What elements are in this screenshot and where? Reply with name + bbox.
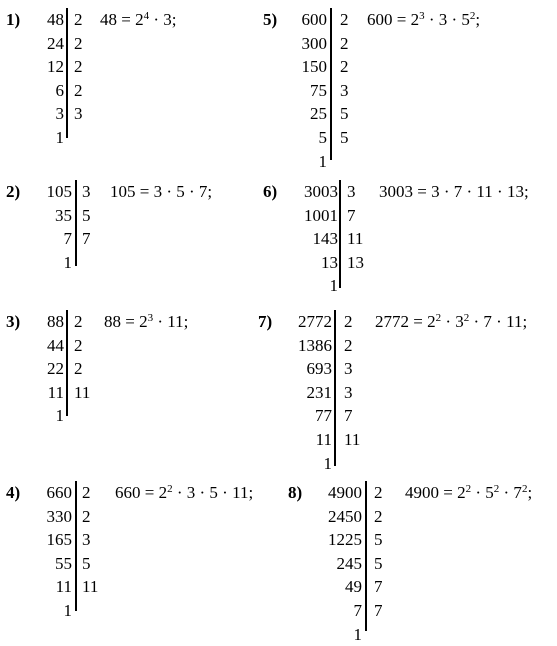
divisor: 3 — [82, 182, 91, 201]
quotient-column — [280, 310, 332, 475]
divisor: 7 — [344, 406, 353, 426]
quotient: 600 — [301, 10, 327, 29]
quotient: 105 — [46, 182, 72, 201]
divisor-column — [82, 481, 98, 599]
quotient-column — [285, 180, 338, 298]
quotient: 3003 — [304, 182, 338, 201]
divisor: 13 — [347, 252, 364, 272]
division-line — [75, 180, 77, 266]
quotient: 4900 — [328, 483, 362, 502]
quotient: 55 — [55, 553, 72, 573]
divisor: 11 — [347, 229, 364, 249]
quotient: 35 — [55, 205, 72, 225]
divisor-column — [374, 481, 383, 623]
divisor-column — [82, 180, 91, 251]
quotient: 11 — [315, 429, 332, 449]
divisor: 2 — [74, 335, 83, 355]
factorization-formula: $600 = 2^3 \cdot 3 \cdot 5^2$; — [367, 10, 481, 29]
divisor: 3 — [347, 182, 356, 201]
quotient: 330 — [46, 506, 72, 526]
divisor: 3 — [340, 80, 349, 100]
divisor: 5 — [340, 104, 349, 124]
quotient-column — [28, 481, 72, 623]
division-line — [365, 481, 367, 631]
divisor-column — [347, 180, 364, 274]
divisor: 2 — [340, 33, 349, 53]
quotient: 1 — [63, 252, 72, 272]
factorization-formula: $2772 = 2^2 \cdot 3^2 \cdot 7 \cdot 11$; — [375, 312, 528, 331]
divisor: 5 — [374, 530, 383, 550]
quotient-column — [28, 8, 64, 150]
quotient: 1 — [329, 276, 338, 296]
divisor: 2 — [374, 506, 383, 526]
quotient: 1 — [318, 151, 327, 171]
factorization-formula: 105 = 3 · 5 · 7; — [110, 182, 213, 201]
quotient-column — [28, 310, 64, 428]
divisor: 5 — [82, 553, 91, 573]
divisor: 7 — [82, 229, 91, 249]
quotient: 49 — [345, 577, 362, 597]
quotient-column — [310, 481, 362, 646]
divisor-column — [74, 8, 83, 126]
division-line — [75, 481, 77, 611]
divisor: 2 — [340, 10, 349, 29]
quotient: 13 — [321, 252, 338, 272]
divisor: 3 — [74, 104, 83, 124]
problem-number: 2) — [6, 182, 21, 201]
quotient: 2772 — [298, 312, 332, 331]
quotient: 2450 — [328, 506, 362, 526]
divisor: 3 — [82, 530, 91, 550]
quotient: 24 — [47, 33, 64, 53]
quotient: 1 — [353, 624, 362, 644]
problem-number: 1) — [6, 10, 21, 29]
divisor: 11 — [344, 429, 361, 449]
quotient: 165 — [46, 530, 72, 550]
quotient: 25 — [310, 104, 327, 124]
factorization-formula: $48 = 2^4 \cdot 3$; — [100, 10, 177, 29]
division-line — [66, 310, 68, 416]
divisor: 2 — [74, 312, 83, 331]
problem-number: 6) — [263, 182, 278, 201]
division-line — [66, 8, 68, 138]
quotient: 1 — [55, 127, 64, 147]
quotient: 1225 — [328, 530, 362, 550]
problem-number: 8) — [288, 483, 303, 502]
quotient: 22 — [47, 359, 64, 379]
quotient: 143 — [312, 229, 338, 249]
divisor: 7 — [347, 205, 356, 225]
divisor: 2 — [74, 57, 83, 77]
quotient: 245 — [336, 553, 362, 573]
quotient: 77 — [315, 406, 332, 426]
quotient: 88 — [47, 312, 64, 331]
quotient: 6 — [55, 80, 64, 100]
quotient: 660 — [46, 483, 72, 502]
divisor: 11 — [74, 382, 91, 402]
divisor: 5 — [374, 553, 383, 573]
divisor: 3 — [344, 359, 353, 379]
quotient: 11 — [47, 382, 64, 402]
quotient: 11 — [55, 577, 72, 597]
quotient: 231 — [306, 382, 332, 402]
divisor: 2 — [74, 33, 83, 53]
quotient: 150 — [301, 57, 327, 77]
divisor: 2 — [82, 506, 91, 526]
quotient: 5 — [318, 127, 327, 147]
problem-number: 4) — [6, 483, 21, 502]
divisor: 2 — [74, 10, 83, 29]
quotient: 7 — [63, 229, 72, 249]
divisor-column — [74, 310, 90, 404]
factorization-formula: $660 = 2^2 \cdot 3 \cdot 5 \cdot 11$; — [115, 483, 254, 502]
quotient: 7 — [353, 600, 362, 620]
quotient: 1 — [63, 600, 72, 620]
divisor: 2 — [74, 359, 83, 379]
divisor: 7 — [374, 600, 383, 620]
division-line — [339, 180, 341, 288]
quotient: 44 — [47, 335, 64, 355]
divisor: 2 — [344, 335, 353, 355]
problem-number: 7) — [258, 312, 273, 331]
quotient-column — [28, 180, 72, 274]
divisor: 2 — [74, 80, 83, 100]
divisor: 11 — [82, 577, 99, 597]
quotient: 1 — [55, 406, 64, 426]
division-line — [330, 8, 332, 160]
divisor-column — [340, 8, 349, 150]
quotient: 1001 — [304, 205, 338, 225]
problem-number: 3) — [6, 312, 21, 331]
divisor-column — [344, 310, 360, 452]
divisor: 5 — [82, 205, 91, 225]
divisor: 3 — [344, 382, 353, 402]
divisor: 5 — [340, 127, 349, 147]
factorization-formula: 3003 = 3 · 7 · 11 · 13; — [379, 182, 529, 201]
factorization-formula: $4900 = 2^2 \cdot 5^2 \cdot 7^2$; — [405, 483, 533, 502]
problem-number: 5) — [263, 10, 278, 29]
division-line — [334, 310, 336, 466]
divisor: 2 — [340, 57, 349, 77]
quotient: 300 — [301, 33, 327, 53]
divisor: 2 — [82, 483, 91, 502]
quotient: 1386 — [298, 335, 332, 355]
quotient: 693 — [306, 359, 332, 379]
quotient: 75 — [310, 80, 327, 100]
quotient-column — [285, 8, 327, 173]
divisor: 2 — [374, 483, 383, 502]
factorization-formula: $88 = 2^3 \cdot 11$; — [104, 312, 189, 331]
quotient: 48 — [47, 10, 64, 29]
quotient: 12 — [47, 57, 64, 77]
quotient: 3 — [55, 104, 64, 124]
divisor: 2 — [344, 312, 353, 331]
quotient: 1 — [323, 453, 332, 473]
divisor: 7 — [374, 577, 383, 597]
